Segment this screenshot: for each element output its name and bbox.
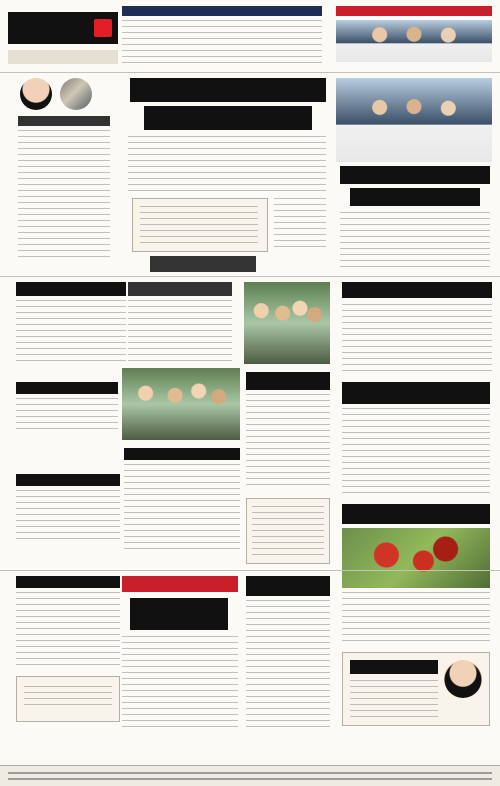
- meeting-photo: [122, 368, 240, 440]
- left-headline-4: [16, 474, 120, 486]
- lower-divider: [0, 570, 500, 571]
- feature-text: [350, 680, 438, 718]
- right-headline-2: [350, 188, 480, 206]
- feature-photo: [444, 660, 482, 698]
- left-headline-3: [16, 382, 118, 394]
- right-headline-4: [342, 382, 490, 404]
- mid-headline-2: [246, 372, 330, 390]
- left-text-1: [18, 130, 110, 262]
- mid-text-2: [246, 394, 330, 490]
- feature-headline: [350, 660, 438, 674]
- test-headline: [246, 576, 330, 596]
- sports-headline: [130, 598, 228, 630]
- market-photo: [342, 528, 490, 588]
- lower-mid-text: [124, 464, 240, 550]
- footer: [0, 765, 500, 786]
- contact-text: [24, 686, 112, 710]
- sports-text: [122, 636, 238, 728]
- test-text: [246, 600, 330, 728]
- date-bar: [8, 50, 118, 64]
- right-top-label: [336, 6, 492, 16]
- right-text-3: [342, 304, 492, 376]
- top-story-text: [122, 20, 322, 68]
- market-text: [342, 592, 490, 644]
- sports-banner: [122, 576, 238, 592]
- columnist-photo-1: [20, 78, 52, 110]
- lead-side-text: [274, 198, 326, 252]
- politics-photo: [336, 78, 492, 162]
- lead-headline-line-2: [144, 106, 312, 130]
- middle-divider: [0, 276, 500, 277]
- lead-text-top: [128, 136, 326, 192]
- mid-text-1: [128, 300, 232, 364]
- lower-mid-headline: [124, 448, 240, 460]
- lead-bullets: [140, 206, 258, 244]
- columnist-photo-2: [60, 78, 92, 110]
- top-story-label: [122, 6, 322, 16]
- shibir-text: [252, 506, 324, 556]
- footer-line-1: [8, 772, 492, 774]
- sports-left-text: [16, 592, 120, 670]
- lead-subheadline: [150, 256, 256, 272]
- sports-left-headline: [16, 576, 120, 588]
- logo-icon: [8, 12, 118, 44]
- left-text-2: [16, 300, 126, 364]
- speech-photo: [244, 282, 330, 364]
- right-headline-1: [340, 166, 490, 184]
- left-text-3: [16, 398, 118, 434]
- right-headline-3: [342, 282, 492, 298]
- market-headline: [342, 504, 490, 524]
- footer-line-2: [8, 778, 492, 780]
- left-headline-2: [16, 282, 126, 296]
- top-divider: [0, 72, 500, 73]
- mid-headline-1: [128, 282, 232, 296]
- left-text-4: [16, 490, 120, 542]
- right-text-4: [342, 408, 490, 498]
- right-text-1: [340, 212, 490, 270]
- lead-headline-line-1: [130, 78, 326, 102]
- masthead: [8, 6, 120, 68]
- left-headline-1: [18, 116, 110, 126]
- top-right-photo: [336, 20, 492, 62]
